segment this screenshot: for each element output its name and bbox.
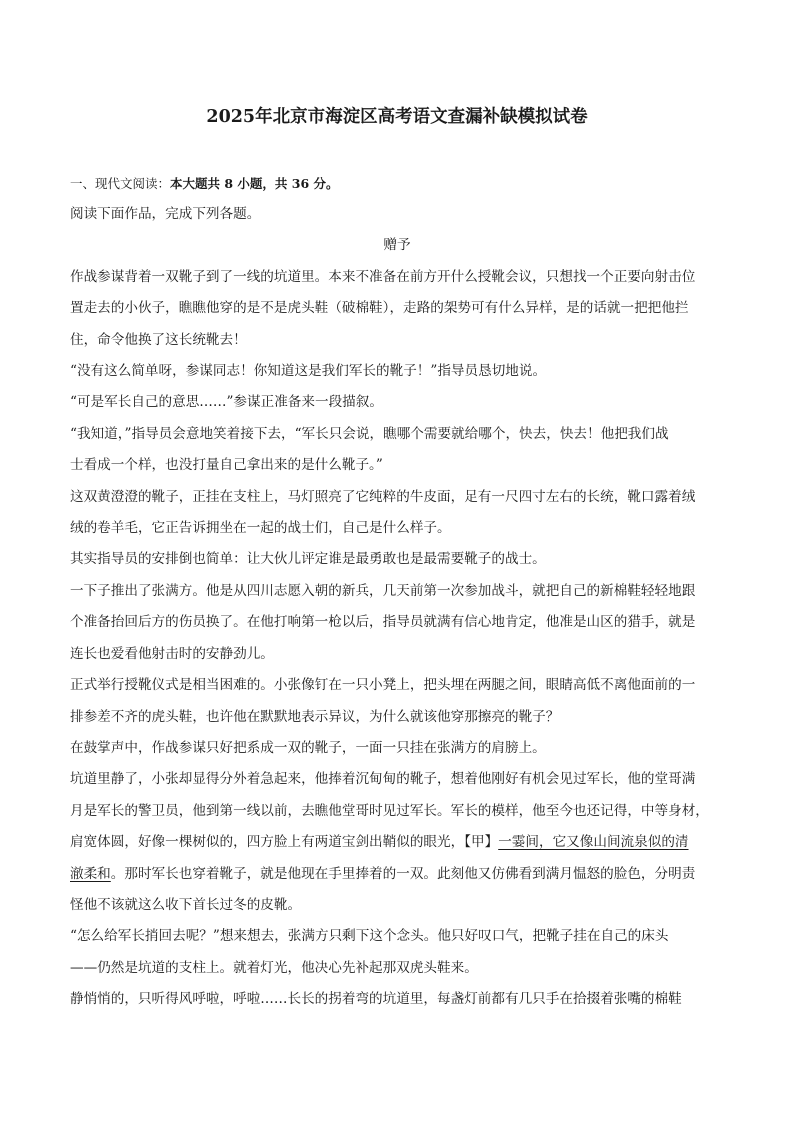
- article-line-marked: [70, 827, 724, 858]
- article-text: 肩宽体圆，好像一棵树似的，四方脸上有两道宝剑出鞘似的眼光，: [70, 834, 465, 851]
- article-line: “没有这么简单呀，参谋同志！你知道这是我们军长的靴子！”指导员恳切地说。: [70, 363, 547, 380]
- passage-marker-jia: 【甲】: [464, 834, 499, 851]
- article-line: 作战参谋背着一双靴子到了一线的坑道里。本来不准备在前方开什么授靴会议，只想找一个正要向射击位: [70, 268, 696, 285]
- article-line: “我知道，”指导员会意地笑着接下去，“军长只会说，瞧哪个需要就给哪个，快去，快去！他把我们战: [70, 425, 669, 442]
- section-heading: [70, 168, 724, 199]
- article-line: 排参差不齐的虎头鞋，也许他在默默地表示异议，为什么就该他穿那擦亮的靴子？: [70, 708, 560, 725]
- reading-instruction: 阅读下面作品，完成下列各题。: [70, 206, 261, 222]
- article-title: 赠予: [383, 237, 411, 254]
- article-line: 置走去的小伙子，瞧瞧他穿的是不是虎头鞋（破棉鞋），走路的架势可有什么异样，是的话就一把把他拦: [70, 300, 689, 317]
- article-line: 个准备抬回后方的伤员换了。在他打响第一枪以后，指导员就满有信心地肯定，他准是山区的猎手，就是: [70, 614, 696, 631]
- article-text: 。那时军长也穿着靴子，就是他现在手里捧着的一双。此刻他又仿佛看到满月愠怒的脸色，分明责: [110, 865, 696, 882]
- section-number: 一、现代文阅读：: [70, 176, 171, 191]
- article-line: 这双黄澄澄的靴子，正挂在支柱上，马灯照亮了它纯粹的牛皮面，足有一尺四寸左右的长统，靴口露着绒: [70, 488, 696, 505]
- article-line: 月是军长的警卫员，他到第一线以前，去瞧他堂哥时见过军长。军长的模样，他至今也还记得，中等身材，: [70, 802, 709, 819]
- underlined-passage: 澈柔和: [70, 865, 111, 882]
- article-line: 一下子推出了张满方。他是从四川志愿入朝的新兵，几天前第一次参加战斗，就把自己的新棉鞋轻轻地跟: [70, 582, 696, 599]
- article-line: 绒的卷羊毛，它正告诉拥坐在一起的战士们，自己是什么样子。: [70, 520, 451, 537]
- exam-title: 2025年北京市海淀区高考语文查漏补缺模拟试卷: [206, 107, 588, 127]
- underlined-passage: 一霎间，它又像山间流泉似的清: [498, 834, 689, 851]
- article-line: 其实指导员的安排倒也简单：让大伙儿评定谁是最勇敢也是最需要靴子的战士。: [70, 551, 546, 568]
- exam-page: [70, 100, 724, 1016]
- article-line: “可是军长自己的意思……”参谋正准备来一段描叙。: [70, 394, 383, 411]
- article-line: 怪他不该就这么收下首长过冬的皮靴。: [70, 896, 302, 913]
- article-line: “怎么给军长捎回去呢？”想来想去，张满方只剩下这个念头。他只好叹口气，把靴子挂在自己的床头: [70, 928, 669, 945]
- article-line: 住，命令他换了这长统靴去！: [70, 331, 247, 348]
- article-line: 静悄悄的，只听得风呼啦，呼啦……长长的拐着弯的坑道里，每盏灯前都有几只手在拾掇着张嘴的棉鞋: [70, 991, 682, 1008]
- article-line: 连长也爱看他射击时的安静劲儿。: [70, 645, 274, 662]
- section-description: 本大题共 8 小题，共 36 分。: [170, 176, 339, 191]
- article-line: 士看成一个样，也没打量自己拿出来的是什么靴子。”: [70, 457, 383, 474]
- article-line: 坑道里静了，小张却显得分外着急起来，他捧着沉甸甸的靴子，想着他刚好有机会见过军长，他的堂哥满: [70, 771, 696, 788]
- article-line: 正式举行授靴仪式是相当困难的。小张像钉在一只小凳上，把头埋在两腿之间，眼睛高低不离他面前的一: [70, 677, 696, 694]
- article-line: 在鼓掌声中，作战参谋只好把系成一双的靴子，一面一只挂在张满方的肩膀上。: [70, 739, 546, 756]
- article-line: ——仍然是坑道的支柱上。就着灯光，他决心先补起那双虎头鞋来。: [70, 959, 478, 976]
- article-line-marked: [70, 859, 724, 890]
